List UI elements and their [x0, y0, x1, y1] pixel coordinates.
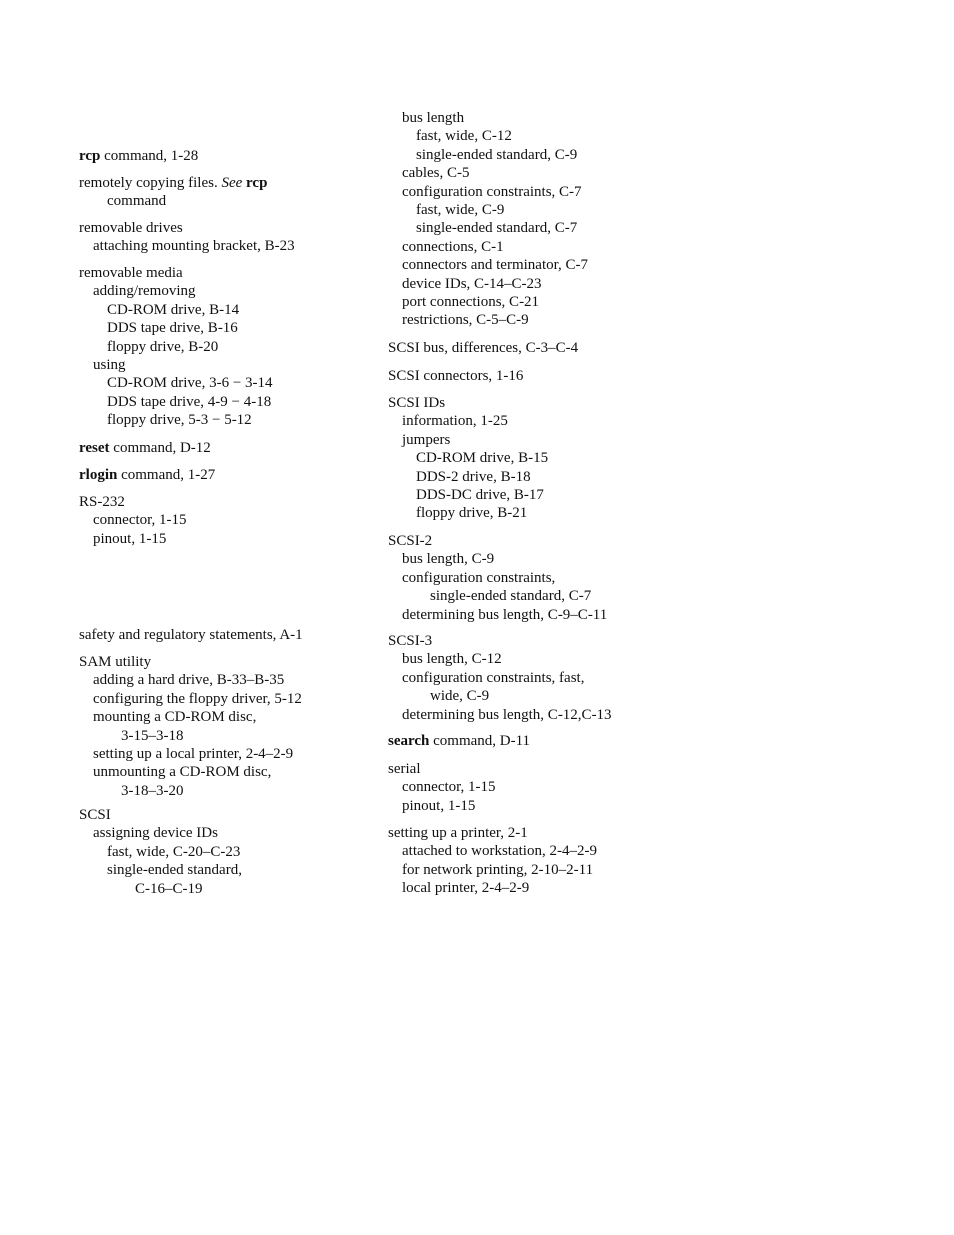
index-entry — [388, 760, 496, 815]
index-subterm — [79, 880, 242, 898]
index-entry — [79, 626, 303, 644]
index-subterm — [79, 338, 273, 356]
index-entry — [388, 632, 612, 724]
index-subterm — [79, 727, 302, 745]
index-text: attached to workstation, 2-4–2-9 — [402, 843, 597, 860]
index-subterm — [79, 356, 273, 374]
index-subterm — [79, 782, 302, 800]
index-entry — [388, 732, 530, 750]
index-text: mounting a CD-ROM disc, — [93, 709, 257, 726]
index-subterm — [388, 293, 588, 311]
index-text: single-ended standard, — [107, 862, 242, 879]
index-subterm — [388, 183, 588, 201]
index-text: unmounting a CD-ROM disc, — [93, 764, 272, 781]
index-term — [388, 532, 607, 550]
index-subterm — [79, 824, 242, 842]
index-entry — [79, 466, 215, 484]
index-text: attaching mounting bracket, B-23 — [93, 238, 295, 255]
index-text: SCSI-2 — [388, 533, 433, 549]
index-subterm — [388, 797, 496, 815]
index-text: configuration constraints, — [402, 569, 556, 586]
index-text: floppy drive, B-20 — [107, 338, 219, 355]
index-subterm — [79, 237, 295, 255]
index-text: search — [388, 733, 430, 749]
index-text: single-ended standard, C-9 — [416, 146, 578, 163]
index-text: SCSI IDs — [388, 395, 446, 411]
index-subterm — [388, 587, 607, 605]
index-subterm — [79, 282, 273, 300]
index-text: connector, 1-15 — [93, 512, 187, 529]
index-text: rcp — [79, 148, 101, 164]
index-subterm — [388, 778, 496, 796]
index-term — [388, 732, 530, 750]
index-subterm — [79, 843, 242, 861]
index-term — [79, 493, 187, 511]
index-text: connections, C-1 — [402, 238, 504, 255]
index-entry — [388, 339, 578, 357]
index-text: determining bus length, C-9–C-11 — [402, 606, 608, 623]
index-entry — [388, 532, 607, 624]
index-subterm — [388, 109, 588, 127]
index-text: DDS tape drive, 4-9 − 4-18 — [107, 393, 272, 410]
index-subterm — [388, 127, 588, 145]
index-subterm — [388, 412, 548, 430]
index-subterm — [79, 411, 273, 429]
index-text: configuration constraints, C-7 — [402, 183, 582, 200]
index-text: setting up a printer, 2-1 — [388, 825, 528, 841]
index-text: serial — [388, 761, 421, 777]
index-subterm — [388, 256, 588, 274]
index-text: bus length, C-9 — [402, 551, 495, 568]
index-subterm — [388, 219, 588, 237]
index-text: adding/removing — [93, 283, 196, 300]
index-subterm — [388, 275, 588, 293]
index-term — [388, 339, 578, 357]
index-subterm — [388, 569, 607, 587]
index-subterm — [388, 669, 612, 687]
index-subterm — [388, 486, 548, 504]
index-term — [79, 806, 242, 824]
index-subterm — [388, 164, 588, 182]
index-subterm — [79, 511, 187, 529]
index-text: port connections, C-21 — [402, 293, 540, 310]
index-text: SCSI — [79, 807, 111, 823]
index-text: connector, 1-15 — [402, 779, 496, 796]
index-text: DDS-2 drive, B-18 — [416, 468, 531, 485]
index-subterm — [388, 606, 607, 624]
index-subterm — [79, 671, 302, 689]
index-text: configuration constraints, fast, — [402, 669, 585, 686]
index-text: using — [93, 356, 126, 373]
index-text: adding a hard drive, B-33–B-35 — [93, 672, 285, 689]
index-term — [388, 394, 548, 412]
index-text: fast, wide, C-20–C-23 — [107, 843, 241, 860]
index-term — [79, 174, 267, 192]
index-term — [388, 824, 597, 842]
index-text: determining bus length, C-12,C-13 — [402, 706, 612, 723]
index-entry — [79, 174, 267, 211]
index-subterm — [388, 311, 588, 329]
index-text: command, D-11 — [429, 733, 531, 749]
index-text: fast, wide, C-12 — [416, 128, 512, 145]
index-subterm — [79, 393, 273, 411]
index-entry — [79, 264, 273, 430]
index-entry — [388, 109, 588, 330]
index-term — [79, 653, 302, 671]
index-term — [79, 264, 273, 282]
index-text: setting up a local printer, 2-4–2-9 — [93, 745, 294, 762]
index-text: bus length, C-12 — [402, 651, 502, 668]
index-subterm — [79, 319, 273, 337]
index-subterm — [79, 301, 273, 319]
index-subterm — [79, 861, 242, 879]
index-text: fast, wide, C-9 — [416, 201, 505, 218]
index-text: safety and regulatory statements, A-1 — [79, 627, 303, 643]
index-term — [79, 626, 303, 644]
index-term — [79, 219, 295, 237]
index-subterm — [388, 550, 607, 568]
index-subterm — [388, 504, 548, 522]
index-text: cables, C-5 — [402, 165, 470, 182]
index-text: CD-ROM drive, B-15 — [416, 450, 549, 467]
index-text: pinout, 1-15 — [402, 797, 476, 814]
index-text: command, D-12 — [109, 440, 211, 456]
index-subterm — [388, 650, 612, 668]
index-text: SCSI connectors, 1-16 — [388, 368, 524, 384]
index-text: reset — [79, 440, 110, 456]
index-text: floppy drive, 5-3 − 5-12 — [107, 412, 252, 429]
index-text: removable media — [79, 265, 183, 281]
index-text: SCSI bus, differences, C-3–C-4 — [388, 340, 579, 356]
index-subterm — [388, 146, 588, 164]
index-subterm — [388, 842, 597, 860]
index-entry — [79, 806, 242, 898]
index-subterm — [388, 431, 548, 449]
index-text: device IDs, C-14–C-23 — [402, 275, 542, 292]
index-term — [388, 632, 612, 650]
index-text: C-16–C-19 — [135, 880, 203, 897]
index-text: single-ended standard, C-7 — [416, 220, 578, 237]
index-subterm — [388, 687, 612, 705]
index-entry — [79, 147, 198, 165]
index-text: CD-ROM drive, 3-6 − 3-14 — [107, 375, 273, 392]
index-subterm — [388, 706, 612, 724]
index-entry — [388, 367, 523, 385]
index-subterm — [388, 879, 597, 897]
index-subterm — [79, 530, 187, 548]
index-text: pinout, 1-15 — [93, 530, 167, 547]
index-term — [79, 466, 215, 484]
index-subterm — [388, 201, 588, 219]
index-text: wide, C-9 — [430, 688, 490, 705]
index-entry — [79, 219, 295, 256]
index-text: single-ended standard, C-7 — [430, 588, 592, 605]
index-subterm — [79, 745, 302, 763]
index-entry — [388, 394, 548, 523]
index-term — [388, 760, 496, 778]
index-subterm — [388, 468, 548, 486]
index-entry — [388, 824, 597, 898]
index-text: DDS-DC drive, B-17 — [416, 486, 544, 503]
index-subterm — [79, 763, 302, 781]
index-text: DDS tape drive, B-16 — [107, 320, 238, 337]
index-entry — [79, 439, 211, 457]
index-text: rcp — [246, 175, 268, 191]
index-text: CD-ROM drive, B-14 — [107, 301, 240, 318]
index-subterm — [388, 238, 588, 256]
index-text: assigning device IDs — [93, 825, 218, 842]
index-entry — [79, 493, 187, 548]
index-text: connectors and terminator, C-7 — [402, 257, 589, 274]
index-text: RS-232 — [79, 494, 125, 510]
index-text: remotely copying files. — [79, 175, 222, 191]
index-text: See — [221, 175, 243, 191]
index-text: SCSI-3 — [388, 633, 433, 649]
index-text: command, 1-27 — [117, 467, 216, 483]
index-subterm — [79, 708, 302, 726]
index-term — [79, 439, 211, 457]
index-subterm — [79, 374, 273, 392]
index-text: for network printing, 2-10–2-11 — [402, 861, 594, 878]
index-text: bus length — [402, 110, 465, 126]
index-subterm — [388, 449, 548, 467]
index-entry — [79, 653, 302, 800]
index-text: 3-15–3-18 — [121, 727, 184, 744]
index-text: jumpers — [402, 431, 451, 448]
index-term — [388, 367, 523, 385]
index-text: rlogin — [79, 467, 118, 483]
index-subterm — [79, 690, 302, 708]
index-term — [79, 147, 198, 165]
index-text: 3-18–3-20 — [121, 782, 184, 799]
index-text: information, 1-25 — [402, 413, 508, 430]
index-subterm — [388, 861, 597, 879]
index-subterm — [79, 192, 267, 210]
index-text: local printer, 2-4–2-9 — [402, 880, 530, 897]
index-text: floppy drive, B-21 — [416, 505, 528, 522]
index-text: SAM utility — [79, 654, 152, 670]
index-text: command, 1-28 — [100, 148, 199, 164]
index-text: removable drives — [79, 220, 183, 236]
index-text: configuring the floppy driver, 5-12 — [93, 690, 302, 707]
index-text: restrictions, C-5–C-9 — [402, 312, 529, 329]
index-text: command — [107, 193, 167, 210]
